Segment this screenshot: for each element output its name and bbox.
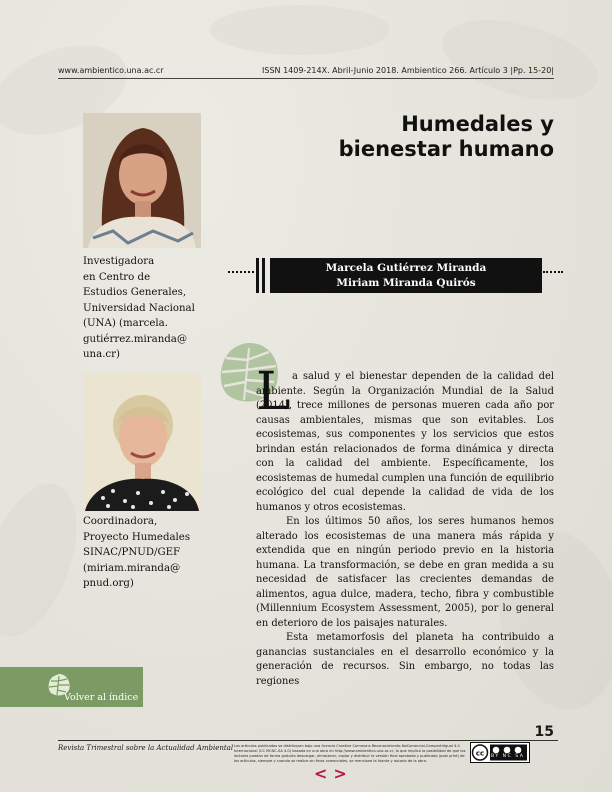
author-bar-dots-right	[543, 271, 563, 273]
author-name-1: Marcela Gutiérrez Miranda	[325, 262, 487, 274]
paragraph-1	[256, 362, 554, 515]
cc-icon	[471, 743, 529, 762]
title-line-1: Humedales y	[401, 112, 554, 136]
page-number: 15	[534, 724, 554, 740]
bio-line: (UNA) (marcela.	[83, 318, 168, 329]
author-bar-dots-left	[228, 271, 258, 273]
bio-line: (miriam.miranda@	[83, 562, 181, 574]
drop-cap: L	[256, 362, 291, 422]
footer-rule	[58, 740, 558, 741]
article-title	[339, 112, 554, 162]
bio-line: Investigadora	[83, 256, 155, 267]
bio-line: gutiérrez.miranda@	[83, 333, 188, 345]
author-name-2: Miriam Miranda Quirós	[336, 277, 476, 289]
bio-line: pnud.org)	[83, 578, 134, 589]
bio-line: Proyecto Humedales	[83, 531, 191, 543]
bio-line: Estudios Generales,	[83, 287, 187, 298]
page-nav-arrows[interactable]: <>	[314, 764, 353, 783]
svg-text:cc: cc	[475, 749, 485, 758]
journal-tagline: Revista Trimestral sobre la Actualidad Ambiental	[58, 744, 234, 752]
paragraph-2: En los últimos 50 años, los seres humanos hemos alterado los ecosistemas de una manera más rápida y extendida que en ningún periodo previo en la historia humana. La transformación, se debe en gran medida a su necesidad de satisfacer las crecientes demandas de alimentos, agua dulce, madera, techo, fibra y combustible (Millennium Ecosystem Assessment, 2005), por lo general en deterioro de los paisajes naturales.	[256, 516, 554, 629]
author-names-bar	[270, 258, 542, 293]
author-bio-2	[83, 514, 208, 592]
bio-line: Coordinadora,	[83, 516, 158, 527]
title-line-2: bienestar humano	[338, 137, 554, 161]
paragraph-1-text: a salud y el bienestar dependen de la calidad del ambiente. Según la Organización Mundial de la Salud (2014), trece millones de personas mueren cada año por causas ambientales, mismas que son evitables. Los ecosistemas, sus componentes y los servicios que estos brindan están relacionados de forma dinámica y directa con la calidad del ambiente. Específicamente, los ecosistemas de humedal cumplen una función de equilibrio ecológico del cual depende la calidad de vida de los humanos y otros ecosistemas.	[256, 371, 554, 513]
issn-citation: ISSN 1409-214X. Abril-Junio 2018. Ambientico 266. Artículo 3 |Pp. 15-20|	[262, 66, 554, 75]
article-body	[256, 362, 554, 689]
bio-line: SINAC/PNUD/GEF	[83, 547, 181, 558]
bio-line: una.cr)	[83, 349, 120, 360]
paragraph-3: Esta metamorfosis del planeta ha contribuido a ganancias sustanciales en el desarrollo económico y la generación de recursos. Sin embargo, no todas las regiones	[256, 632, 554, 687]
bio-line: en Centro de	[83, 271, 151, 283]
author-photo-miriam	[83, 373, 201, 511]
creative-commons-badge[interactable]	[470, 742, 530, 763]
bio-line: Universidad Nacional	[83, 302, 195, 314]
header-rule	[58, 78, 554, 79]
site-url[interactable]: www.ambientico.una.ac.cr	[58, 66, 164, 75]
cc-badge-label: BY NC SA	[491, 754, 525, 759]
license-text: Los artículos publicados se distribuyen bajo una licencia Creative Commons Reconocimiento-NoComercial-CompartirIgual 4.0 Internacional (CC BY-NC-SA 4.0) basada en una obra en http://www.ambientico.una.ac.cr, lo que implica la posibilidad de que los lectores puedan de forma gratuita descargar, almacenar, copiar y distribuir la versión final aprobada y publicada (post print) de los artículos, siempre y cuando se realice sin fines comerciales, se mencione la fuente y autoría de la obra.	[234, 744, 466, 763]
author-bio-1	[83, 254, 208, 363]
volver-al-indice-button[interactable]	[0, 667, 143, 707]
volver-label: Volver al índice	[64, 692, 139, 703]
author-bar-stripes	[256, 258, 268, 293]
author-photo-marcela	[83, 113, 201, 248]
